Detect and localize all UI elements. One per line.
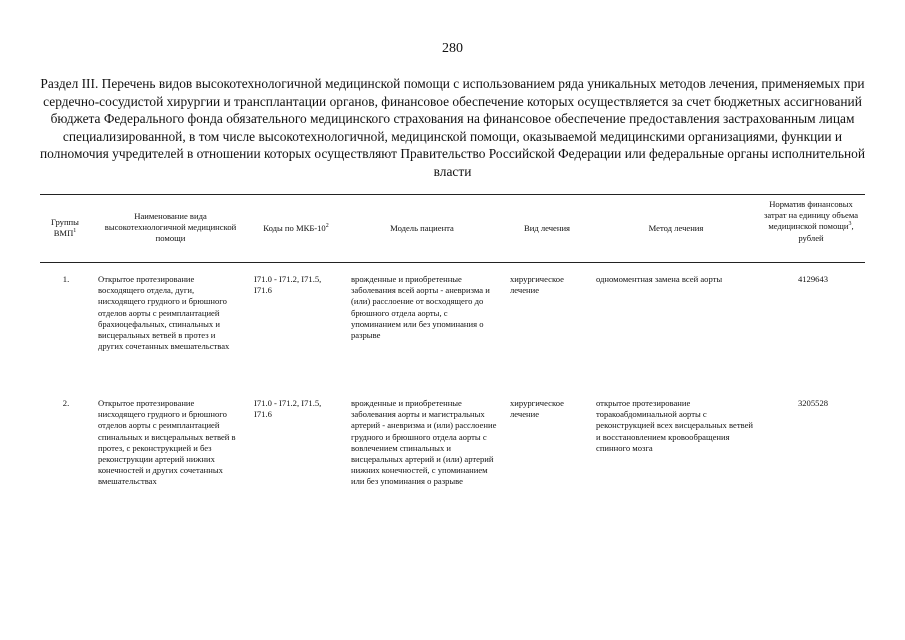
- row-number: 2.: [62, 398, 70, 408]
- row-method: одномоментная замена всей аорты: [596, 274, 723, 284]
- row-model: врожденные и приобретенные заболевания всей аорты - аневризма и (или) расслоение от восходящего до брюшного отдела аорты, с упоминанием или без упоминания о разрыве: [351, 274, 490, 341]
- header-norm: [760, 199, 862, 244]
- header-norm-unit: , рублей: [798, 221, 854, 243]
- row-codes: I71.0 - I71.2, I71.5, I71.6: [254, 274, 322, 296]
- row-number: 1.: [62, 274, 70, 284]
- header-group-text: Группы ВМП: [51, 217, 79, 239]
- row-method: открытое протезирование торакоабдоминальной аорты с реконструкцией всех висцеральных ветвей и восстановлением кровообращения спинного мозга: [596, 398, 754, 453]
- header-group: [40, 217, 90, 239]
- header-codes: [250, 223, 342, 234]
- header-codes-text: Коды по МКБ-10: [263, 223, 326, 233]
- header-name: Наименование вида высокотехнологичной медицинской помощи: [104, 211, 237, 244]
- header-norm-footnote: 3: [848, 221, 852, 228]
- section-heading: Раздел III. Перечень видов высокотехнологичной медицинской помощи с использованием ряда уникальных методов лечения, применяемых при сердечно-сосудистой хирургии и трансплантации органов, финансовое обеспечение которых осуществляется за счет бюджетных ассигнований бюджета Федерального фонда обязательного медицинского страхования на финансовое обеспечение предоставления застрахованным лицам специализированной, в том числе высокотехнологичной, медицинской помощи, оказываемой медицинскими организациями, функции и полномочия учредителей в отношении которых осуществляют Правительство Российской Федерации или федеральные органы исполнительной власти: [39, 76, 866, 179]
- table-top-rule: [40, 194, 865, 195]
- row-model: врожденные и приобретенные заболевания аорты и магистральных артерий - аневризма и (или) расслоение грудного и брюшного отдела аорты с вовлечением спинальных и висцеральных артерий и (или) артерий нижних конечностей, с упоминанием или без упоминания о разрыве: [351, 398, 497, 487]
- row-treatment: хирургическое лечение: [510, 398, 564, 420]
- row-codes: I71.0 - I71.2, I71.5, I71.6: [254, 398, 322, 420]
- header-model: Модель пациента: [390, 223, 454, 233]
- header-method: Метод лечения: [648, 223, 704, 233]
- header-norm-text: Норматив финансовых затрат на единицу объема медицинской помощи: [763, 199, 859, 232]
- header-treatment: Вид лечения: [523, 223, 571, 233]
- row-norm: 4129643: [797, 274, 829, 284]
- header-group-footnote: 1: [73, 228, 77, 235]
- row-norm: 3205528: [797, 398, 829, 408]
- row-treatment: хирургическое лечение: [510, 274, 564, 296]
- table-header-rule: [40, 262, 865, 263]
- row-name: Открытое протезирование нисходящего грудного и брюшного отделов аорты с реимплантацией спинальных и висцеральных ветвей в протез, с реконструкцией и без реконструкции артерий нижних конечностей и других сочетанных вмешательствах: [98, 398, 236, 487]
- page-number: 280: [442, 41, 463, 56]
- header-codes-footnote: 2: [325, 223, 329, 230]
- row-name: Открытое протезирование восходящего отдела, дуги, нисходящего грудного и брюшного отделов аорты с реимплантацией брахиоцефальных, спинальных и висцеральных ветвей в протез и других сочетанных вмешательствах: [98, 274, 230, 352]
